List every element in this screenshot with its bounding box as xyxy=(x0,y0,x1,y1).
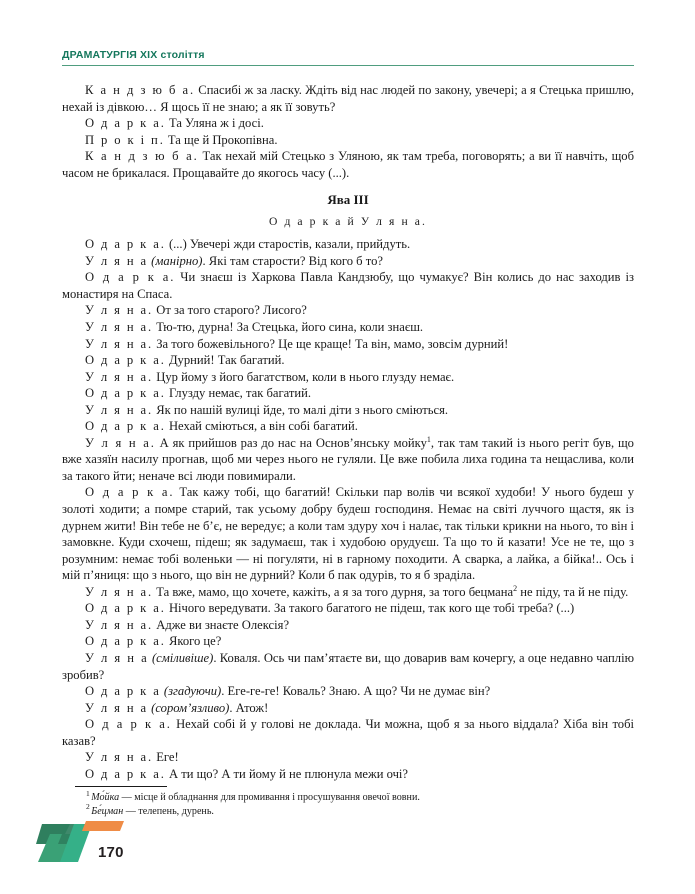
dialogue-line xyxy=(62,369,634,386)
speech-text: А як прийшов раз до нас на Основ’янську мойку xyxy=(155,435,427,450)
dialogue-line xyxy=(62,336,634,353)
paragraph xyxy=(62,82,634,115)
speech-text: Та вже, мамо, що хочете, кажіть, а я за того дурня, за того бецмана xyxy=(153,584,514,599)
scene-heading: Ява III xyxy=(327,192,369,208)
speaker-name: У л я н а. xyxy=(85,336,154,351)
speaker-name: У л я н а. xyxy=(85,617,154,632)
dialogue-line xyxy=(62,269,634,302)
paragraph xyxy=(62,148,634,181)
footnote-term: Мо́йка xyxy=(91,792,120,804)
speaker-name: У л я н а. xyxy=(85,750,154,765)
footnote-separator-rule xyxy=(75,786,167,787)
speech-text: Адже ви знаєте Олексія? xyxy=(153,617,290,632)
dialogue-line xyxy=(62,650,634,683)
stage-direction: (згадуючи) xyxy=(160,684,222,699)
speech-text: Еге! xyxy=(153,750,179,765)
speaker-name: О д а р к а. xyxy=(85,116,166,131)
dialogue-line xyxy=(62,352,634,369)
speech-text: . Коваля. Ось чи пам’ятаєте ви, що доварив вам кочергу, а оце недавно чаплію зробив? xyxy=(62,650,634,682)
speech-text: Так кажу тобі, що багатий! Скільки пар волів чи всякої худоби! У нього будеш у золоті ходити; а помре старий, так усьому добру будеш господиня. Немає на світі луччого щастя, як із дурнем жити! Він тебе не б’є, не вередує; а коли там здуру хоч і налає, так тільки крикни на нього, то він і замовкне. Куди схочеш, підеш; як задумаєш, так і худобою орудуєш. Та що то й казати! Усе не те, що з розумним: немає тобі воленьки — ні погуляти, ні в гарному походити. А сварка, а лайка, а бійка!.. Ось і мій п’яниця: що з нього, що він не дурний? Коли б пак одурів, то я б зраділа. xyxy=(62,485,634,583)
dialogue-line xyxy=(62,584,634,601)
dialogue-line xyxy=(62,385,634,402)
speaker-name: О д а р к а. xyxy=(85,485,175,500)
footnote-number: 2 xyxy=(86,802,90,812)
speaker-name: О д а р к а. xyxy=(85,419,166,434)
footnote-item xyxy=(62,802,634,818)
speaker-name: О д а р к а. xyxy=(85,237,166,252)
dialogue-line xyxy=(62,683,634,700)
dialogue-line xyxy=(62,253,634,270)
dialogue-line xyxy=(62,435,634,485)
scene-cast-list: О д а р к а й У л я н а. xyxy=(268,215,428,229)
speaker-name: К а н д з ю б а. xyxy=(85,149,199,164)
text-column xyxy=(62,82,634,782)
footnote-definition: — телепень, дурень. xyxy=(123,805,214,817)
dialogue-line xyxy=(62,402,634,419)
speech-text: Нічого вередувати. За такого багатого не підеш, так кого ще тобі треба? (...) xyxy=(165,601,575,616)
speaker-name: У л я н а xyxy=(85,700,149,715)
speech-text: Нехай сміються, а він собі багатий. xyxy=(165,419,358,434)
speech-text: Глузду немає, так багатий. xyxy=(165,386,312,401)
speech-text: Дурний! Так багатий. xyxy=(165,353,285,368)
speaker-name: К а н д з ю б а. xyxy=(85,83,196,97)
dialogue-line xyxy=(62,700,634,717)
speech-text: Спасибі ж за ласку. Ждіть від нас людей по закону, увечері; а я Стецька пришлю, нехай із дівкою… Я щось її не знаю; а як її зовуть? xyxy=(62,83,634,114)
speaker-name: О д а р к а. xyxy=(85,353,166,368)
speaker-name: О д а р к а. xyxy=(85,386,166,401)
speech-text: За того божевільного? Це ще краще! Та він, мамо, зовсім дурний! xyxy=(153,336,509,351)
speaker-name: У л я н а. xyxy=(85,402,154,417)
speaker-name: У л я н а. xyxy=(85,584,154,599)
footnote-ref-2[interactable]: 2 xyxy=(513,583,518,593)
footnotes-block xyxy=(62,786,634,818)
speech-text: (...) Увечері жди старостів, казали, прийдуть. xyxy=(165,237,411,252)
speech-text: Та ще й Прокопівна. xyxy=(164,132,278,147)
dialogue-line xyxy=(62,484,634,583)
speaker-name: П р о к і п. xyxy=(85,132,165,147)
speech-text-continued: не піду, та й не піду. xyxy=(517,584,629,599)
dialogue-line xyxy=(62,617,634,634)
footnote-definition: — місце й обладнання для промивання і просушування овечої вовни. xyxy=(119,792,420,804)
speaker-name: О д а р к а. xyxy=(85,766,166,781)
speech-text: Цур йому з його багатством, коли в нього глузду немає. xyxy=(153,369,455,384)
logo-shape-orange-bar xyxy=(82,821,124,831)
dialogue-line xyxy=(62,600,634,617)
speaker-name: О д а р к а. xyxy=(85,601,166,616)
page-number: 170 xyxy=(98,844,124,861)
running-head xyxy=(62,49,634,66)
speaker-name: У л я н а. xyxy=(85,303,154,318)
speech-text: А ти що? А ти йому й не плюнула межи очі? xyxy=(165,766,409,781)
page-footer xyxy=(36,818,196,878)
dialogue-line xyxy=(62,236,634,253)
stage-direction: (сміливіше) xyxy=(148,650,214,665)
dialogue-line xyxy=(62,302,634,319)
speech-text: Нехай собі й у голові не доклада. Чи можна, щоб я за нього віддала? Хіба він тобі казав? xyxy=(62,717,634,748)
speech-text: . Які там старости? Від кого б то? xyxy=(202,253,383,268)
speaker-name: О д а р к а. xyxy=(85,634,166,649)
footnote-ref-1[interactable]: 1 xyxy=(426,434,431,444)
speaker-name: О д а р к а. xyxy=(85,717,172,732)
speaker-name: У л я н а xyxy=(85,253,149,268)
paragraph xyxy=(62,132,634,149)
speaker-name: У л я н а xyxy=(85,650,149,665)
speaker-name: О д а р к а xyxy=(85,684,161,699)
speech-text: Чи знаєш із Харкова Павла Кандзюбу, що чумакує? Він колись до нас заходив із монастиря на Спаса. xyxy=(62,270,634,301)
footnote-item xyxy=(62,788,634,804)
dialogue-line xyxy=(62,633,634,650)
stage-direction: (сором’язливо) xyxy=(148,700,230,715)
dialogue-line xyxy=(62,766,634,783)
speaker-name: О д а р к а. xyxy=(85,270,176,285)
dialogue-line xyxy=(62,319,634,336)
footnote-number: 1 xyxy=(86,788,90,798)
speech-text: Та Уляна ж і досі. xyxy=(165,116,264,131)
running-head-rule xyxy=(62,65,634,66)
paragraph xyxy=(62,115,634,132)
speech-text-continued: , так там такий із нього регіт був, що вже хазяїн насилу прогнав, щоб ми через нього не гуляли. Це вже побила лиха година та нещаслива, коли за такого йти; неначе всі люди повимирали. xyxy=(62,435,634,483)
speaker-name: У л я н а. xyxy=(85,369,154,384)
speech-text: От за того старого? Лисого? xyxy=(153,303,307,318)
speaker-name: У л я н а. xyxy=(85,435,156,450)
running-head-text: ДРАМАТУРГІЯ XIX століття xyxy=(62,49,205,61)
publisher-logo-icon xyxy=(36,818,152,868)
speaker-name: У л я н а. xyxy=(85,320,154,335)
speech-text: . Еге-ге-ге! Коваль? Знаю. А що? Чи не думає він? xyxy=(221,684,491,699)
speech-text: Як по нашій вулиці йде, то малі діти з нього сміються. xyxy=(153,402,449,417)
speech-text: Тю-тю, дурна! За Стецька, його сина, коли знаєш. xyxy=(153,320,424,335)
speech-text: . Атож! xyxy=(229,700,269,715)
stage-direction: (манірно) xyxy=(148,253,203,268)
speech-text: Так нехай мій Стецько з Уляною, як там треба, поговорять; а ви її навчіть, щоб часом не брикалася. Прощавайте до якогось часу (...). xyxy=(62,149,634,180)
dialogue-line xyxy=(62,716,634,749)
dialogue-line xyxy=(62,749,634,766)
footnote-term: Бе́цман xyxy=(91,805,124,817)
speech-text: Якого це? xyxy=(165,634,222,649)
dialogue-line xyxy=(62,418,634,435)
